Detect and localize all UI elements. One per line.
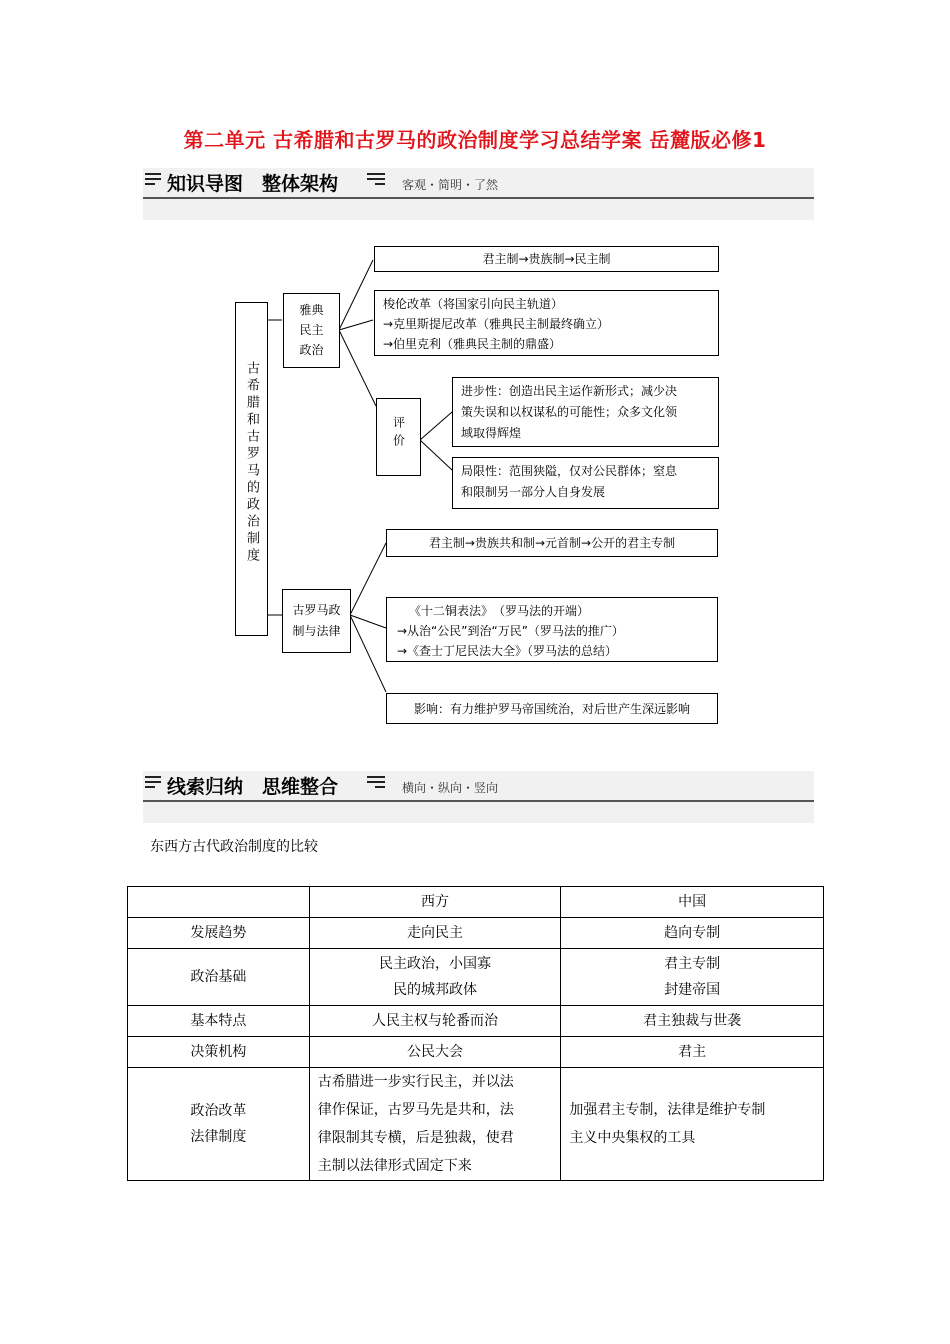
west-cell: [309, 949, 561, 1006]
athens-label: 民主: [299, 323, 324, 337]
china-cell: 君主独裁与世袭: [561, 1006, 824, 1037]
comparison-intro: 东西方古代政治制度的比较: [150, 839, 318, 855]
row-label: [128, 1068, 310, 1181]
athens-reforms-box: [374, 290, 719, 356]
row-label: 基本特点: [128, 1006, 310, 1037]
athens-label: 政治: [299, 343, 324, 357]
row-label: 决策机构: [128, 1037, 310, 1068]
section-subtitle: 横向・纵向・竖向: [402, 781, 499, 795]
cell-line: 法律制度: [190, 1129, 247, 1145]
header-cell: 中国: [561, 887, 824, 918]
row-label: 发展趋势: [128, 918, 310, 949]
china-cell: [561, 949, 824, 1006]
west-cell: 走向民主: [309, 918, 561, 949]
header-cell: 西方: [309, 887, 561, 918]
rome-impact-box: [386, 693, 718, 724]
reform-line: →伯里克利（雅典民主制的鼎盛）: [383, 337, 562, 351]
rome-law-box: [386, 597, 718, 662]
progress-line: 进步性：创造出民主运作新形式；减少决: [461, 384, 678, 398]
root-label: 古希腊和古罗马的政治制度: [244, 361, 259, 565]
reform-line: 梭伦改革（将国家引向民主轨道）: [383, 297, 564, 311]
cell-line: 主义中央集权的工具: [569, 1130, 696, 1146]
cell-line: 封建帝国: [664, 982, 721, 998]
section-heading: 知识导图 整体架构: [167, 173, 339, 195]
cell-line: 律限制其专横，后是独裁，使君: [317, 1130, 514, 1146]
cell-line: 民的城邦政体: [393, 982, 478, 998]
section-subtitle: 客观・简明・了然: [402, 178, 499, 192]
row-label: 政治基础: [128, 949, 310, 1006]
section-heading: 线索归纳 思维整合: [167, 776, 339, 798]
athens-evolution-text: 君主制→贵族制→民主制: [482, 252, 611, 266]
china-cell: 趋向专制: [561, 918, 824, 949]
athens-label: 雅典: [299, 303, 324, 317]
law-line: 《十二铜表法》 （罗马法的开端）: [409, 604, 590, 618]
section-banner-clues: [143, 771, 814, 823]
comparison-table: [127, 886, 824, 1181]
law-line: →从治“公民”到治“万民”（罗马法的推广）: [397, 624, 624, 638]
cell-line: 君主专制: [664, 956, 721, 972]
header-cell: [128, 887, 310, 918]
mindmap-root-node: [235, 302, 268, 636]
table-header-row: [128, 887, 824, 918]
impact-text: 影响：有力维护罗马帝国统治，对后世产生深远影响: [413, 702, 690, 716]
rome-label: 制与法律: [292, 624, 341, 638]
evaluation-label: 评价: [391, 416, 406, 452]
rome-label: 古罗马政: [292, 603, 341, 617]
west-cell: [309, 1068, 561, 1181]
progress-line: 策失误和以权谋私的可能性；众多文化领: [461, 405, 678, 419]
divider: [143, 800, 814, 802]
cell-line: 加强君主专制，法律是维护专制: [569, 1102, 766, 1118]
rome-node: [282, 589, 351, 653]
limits-line: 局限性：范围狭隘，仅对公民群体；窒息: [461, 464, 678, 478]
table-row: [128, 1068, 824, 1181]
cell-line: 政治改革: [190, 1103, 247, 1119]
cell-line: 古希腊进一步实行民主，并以法: [317, 1074, 514, 1090]
heading-lines-icon: [367, 776, 385, 791]
china-cell: [561, 1068, 824, 1181]
table-row: [128, 918, 824, 949]
table-row: [128, 1006, 824, 1037]
progress-box: [452, 377, 719, 447]
west-cell: 公民大会: [309, 1037, 561, 1068]
table-row: [128, 1037, 824, 1068]
china-cell: 君主: [561, 1037, 824, 1068]
law-line: →《查士丁尼民法大全》（罗马法的总结）: [397, 644, 618, 658]
limits-box: [452, 457, 719, 509]
document-title: 第二单元 古希腊和古罗马的政治制度学习总结学案 岳麓版必修1: [183, 128, 767, 152]
west-cell: 人民主权与轮番而治: [309, 1006, 561, 1037]
rome-evolution-text: 君主制→贵族共和制→元首制→公开的君主专制: [428, 536, 676, 550]
limits-line: 和限制另一部分人自身发展: [461, 485, 606, 499]
cell-line: 主制以法律形式固定下来: [317, 1158, 472, 1174]
progress-line: 域取得辉煌: [461, 426, 522, 440]
reform-line: →克里斯提尼改革（雅典民主制最终确立）: [383, 317, 610, 331]
table-row: [128, 949, 824, 1006]
athens-node: [283, 293, 340, 368]
cell-line: 律作保证，古罗马先是共和，法: [317, 1102, 514, 1118]
heading-lines-icon: [145, 776, 161, 791]
athens-evolution-box: [374, 246, 719, 272]
cell-line: 民主政治，小国寡: [379, 956, 492, 972]
evaluation-node: [376, 398, 421, 476]
rome-evolution-box: [386, 529, 718, 557]
